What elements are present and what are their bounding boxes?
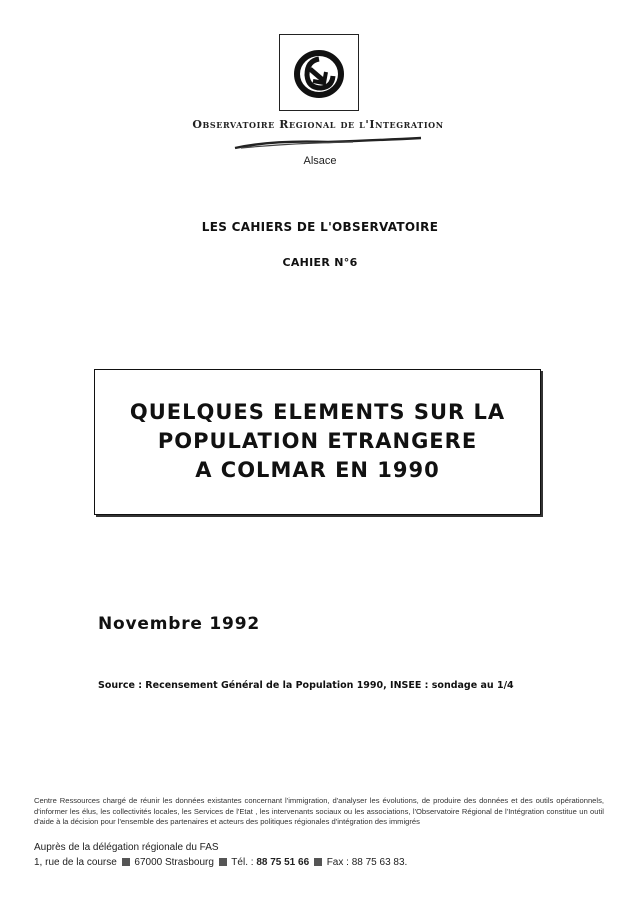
fax-label: Fax :: [326, 857, 349, 868]
street-address: 1, rue de la course: [34, 857, 117, 868]
city-address: 67000 Strasbourg: [134, 857, 214, 868]
brush-stroke-divider: [233, 136, 423, 150]
source-note: Source : Recensement Général de la Population 1990, INSEE : sondage au 1/4: [98, 680, 514, 691]
tel-number: 88 75 51 66: [256, 857, 310, 868]
address-line: [34, 857, 407, 868]
main-title-line-3: A COLMAR EN 1990: [195, 458, 440, 482]
square-bullet-icon: [219, 858, 227, 866]
square-bullet-icon: [314, 858, 322, 866]
region-label: Alsace: [303, 155, 337, 167]
logo-swirl-icon: [280, 35, 358, 110]
observatoire-logo: [279, 34, 359, 111]
organization-description: Centre Ressources chargé de réunir les données existantes concernant l'immigration, d'analyser les évolutions, de produire des données et des outils opérationnels, d'informer les élus, les collectivités locales, les Services de l'Etat , les intervenants sociaux ou les associations, l'Observatoire Régional de l'Intégration constitue un outil d'aide à la décision pour l'ensemble des partenaires et acteurs des politiques régionales d'intégration des immigrés: [34, 796, 604, 826]
publication-date: Novembre 1992: [98, 614, 260, 634]
square-bullet-icon: [122, 858, 130, 866]
cahier-number: CAHIER N°6: [282, 256, 358, 269]
main-title-line-1: QUELQUES ELEMENTS SUR LA: [129, 400, 506, 424]
series-title: LES CAHIERS DE L'OBSERVATOIRE: [201, 220, 439, 234]
fax-number: 88 75 63 83.: [351, 857, 408, 868]
main-title-line-2: POPULATION ETRANGERE: [157, 429, 478, 453]
organization-name: Observatoire Regional de l'Integration: [192, 118, 444, 131]
tel-label: Tél. :: [231, 857, 254, 868]
contact-line: Auprès de la délégation régionale du FAS: [34, 842, 219, 853]
main-title-box: [94, 369, 541, 515]
